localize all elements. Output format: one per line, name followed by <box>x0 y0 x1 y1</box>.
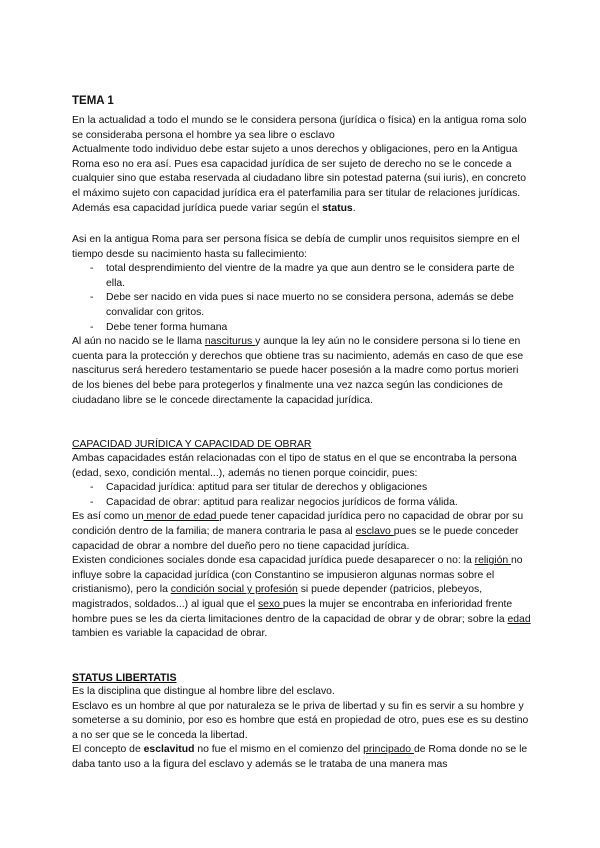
section-heading-capacidad: CAPACIDAD JURÍDICA Y CAPACIDAD DE OBRAR <box>72 439 312 450</box>
esclavitud-term: esclavitud <box>143 744 195 756</box>
paragraph: Es la disciplina que distingue al hombre libre del esclavo. <box>72 686 335 697</box>
paragraph: Es así como un menor de edad puede tener capacidad jurídica pero no capacidad de obrar por su condición dentro de la familia; de manera contraria le pasa al esclavo pues se le puede conceder capacidad de obrar a nombre del dueño pero no tiene capacidad jurídica. <box>72 511 524 552</box>
section-requisitos <box>72 233 532 408</box>
paragraph: Esclavo es un hombre al que por naturaleza se le priva de libertad y su fin es servir a su hombre y someterse a su dominio, por eso es hombre que está en propiedad de otro, pues ese es su destino a no ser que se le conceda la libertad. <box>72 700 529 741</box>
list-item: - Debe ser nacido en vida pues si nace muerto no se considera persona, además se debe convalidar con gritos. <box>72 291 532 320</box>
paragraph: Actualmente todo individuo debe estar sujeto a unos derechos y obligaciones, pero en la Antigua Roma eso no era así. Pues esa capacidad jurídica de ser sujeto de derecho no se le concede a cualquier sino que estaba reservada al ciudadano libre sin potestad paterna (sui iuris), en concreto el máximo sujeto con capacidad jurídica era el paterfamilia para ser titular de relaciones jurídicas. Además esa capacidad jurídica puede variar según el status. <box>72 144 526 214</box>
requisitos-list <box>72 262 532 335</box>
page-title: TEMA 1 <box>72 95 114 107</box>
paragraph: Asi en la antigua Roma para ser persona física se debía de cumplir unos requisitos siempre en el tiempo desde su nacimiento hasta su fallecimiento: <box>72 234 520 260</box>
list-item: - Capacidad jurídica: aptitud para ser titular de derechos y obligaciones <box>72 481 532 496</box>
list-item: - Capacidad de obrar: aptitud para realizar negocios jurídicos de forma válida. <box>72 496 532 511</box>
section-capacidad <box>72 452 532 642</box>
paragraph: En la actualidad a todo el mundo se le considera persona (jurídica o física) en la antigua roma solo se consideraba persona el hombre ya sea libre o esclavo <box>72 115 527 141</box>
capacidad-list <box>72 481 532 510</box>
paragraph: El concepto de esclavitud no fue el mismo en el comienzo del principado de Roma donde no se le daba tanto uso a la figura del esclavo y además se le trataba de una manera mas <box>72 744 528 770</box>
paragraph: Al aún no nacido se le llama nasciturus y aunque la ley aún no le considere persona si lo tiene en cuenta para la protección y derechos que obtiene tras su nacimiento, además en caso de que ese nasciturus será heredero testamentario se puede hacer posesión a la madre como portus morieri de los bienes del bebe para protegerlos y finalmente una vez nazca según las condiciones de ciudadano libre se le concede directamente la capacidad jurídica. <box>72 336 524 406</box>
section-status-libertatis <box>72 685 532 773</box>
section-heading-status-libertatis: STATUS LIBERTATIS <box>72 672 177 684</box>
list-item: - total desprendimiento del vientre de la madre ya que aun dentro se le considera parte de ella. <box>72 262 532 291</box>
list-item: - Debe tener forma humana <box>72 321 532 336</box>
section-intro <box>72 114 532 216</box>
status-term: status <box>322 202 353 214</box>
paragraph: Ambas capacidades están relacionadas con el tipo de status en el que se encontraba la persona (edad, sexo, condición mental...), además no tienen porque coincidir, pues: <box>72 453 517 479</box>
paragraph: Existen condiciones sociales donde esa capacidad jurídica puede desaparecer o no: la religión no influye sobre la capacidad jurídica (con Constantino se impusieron algunas normas sobre el cristianismo), pero la condición social y profesión si puede depender (patricios, plebeyos, magistrados, soldados...) al igual que el sexo pues la mujer se encontraba en inferioridad frente hombre pues se les da cierta limitaciones dentro de la capacidad de obrar y de obrar; sobre la edad tambien es variable la capacidad de obrar. <box>72 555 531 640</box>
nasciturus-term: nasciturus <box>204 336 256 348</box>
